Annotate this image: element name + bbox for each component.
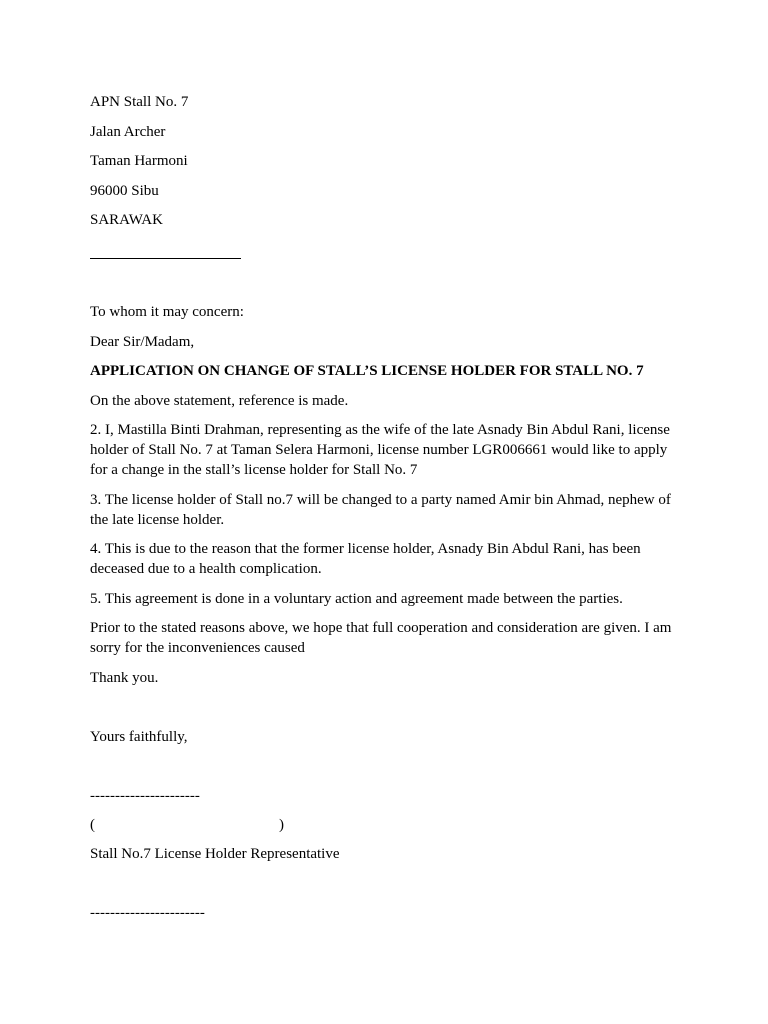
thanks-line: Thank you. <box>90 669 159 686</box>
paragraph-4: 4. This is due to the reason that the former license holder, Asnady Bin Abdul Rani, has been deceased due to a health complication. <box>90 541 641 577</box>
address-line-1: APN Stall No. 7 <box>90 94 189 110</box>
bracket-open: ( <box>90 817 95 833</box>
signature-dash-line-2: ----------------------- <box>90 905 205 921</box>
letter-page <box>90 92 680 933</box>
signoff-line: Yours faithfully, <box>90 728 188 745</box>
address-line-4: 96000 Sibu <box>90 182 159 199</box>
paragraph-3: 3. The license holder of Stall no.7 will be changed to a party named Amir bin Ahmad, nephew of the late license holder. <box>90 491 671 528</box>
recipient-line: To whom it may concern: <box>90 304 244 320</box>
address-line-5: SARAWAK <box>90 212 163 228</box>
closing-paragraph: Prior to the stated reasons above, we hope that full cooperation and consideration are given. I am sorry for the inconveniences caused <box>90 620 672 656</box>
address-line-3: Taman Harmoni <box>90 153 188 169</box>
subject-heading: APPLICATION ON CHANGE OF STALL’S LICENSE HOLDER FOR STALL NO. 7 <box>90 363 644 379</box>
paragraph-5: 5. This agreement is done in a voluntary action and agreement made between the parties. <box>90 590 623 607</box>
address-line-2: Jalan Archer <box>90 123 166 140</box>
signature-name-bracket <box>90 815 680 835</box>
signature-dash-line-1: ---------------------- <box>90 787 200 804</box>
intro-paragraph: On the above statement, reference is made. <box>90 392 349 409</box>
salutation: Dear Sir/Madam, <box>90 333 195 350</box>
address-divider <box>90 258 241 259</box>
bracket-close: ) <box>279 817 284 833</box>
paragraph-2: 2. I, Mastilla Binti Drahman, representing as the wife of the late Asnady Bin Abdul Rani, license holder of Stall No. 7 at Taman Selera Harmoni, license number LGR006661 would like to apply for a change in the stall’s license holder for Stall No. 7 <box>90 422 670 478</box>
signature-role: Stall No.7 License Holder Representative <box>90 846 340 862</box>
